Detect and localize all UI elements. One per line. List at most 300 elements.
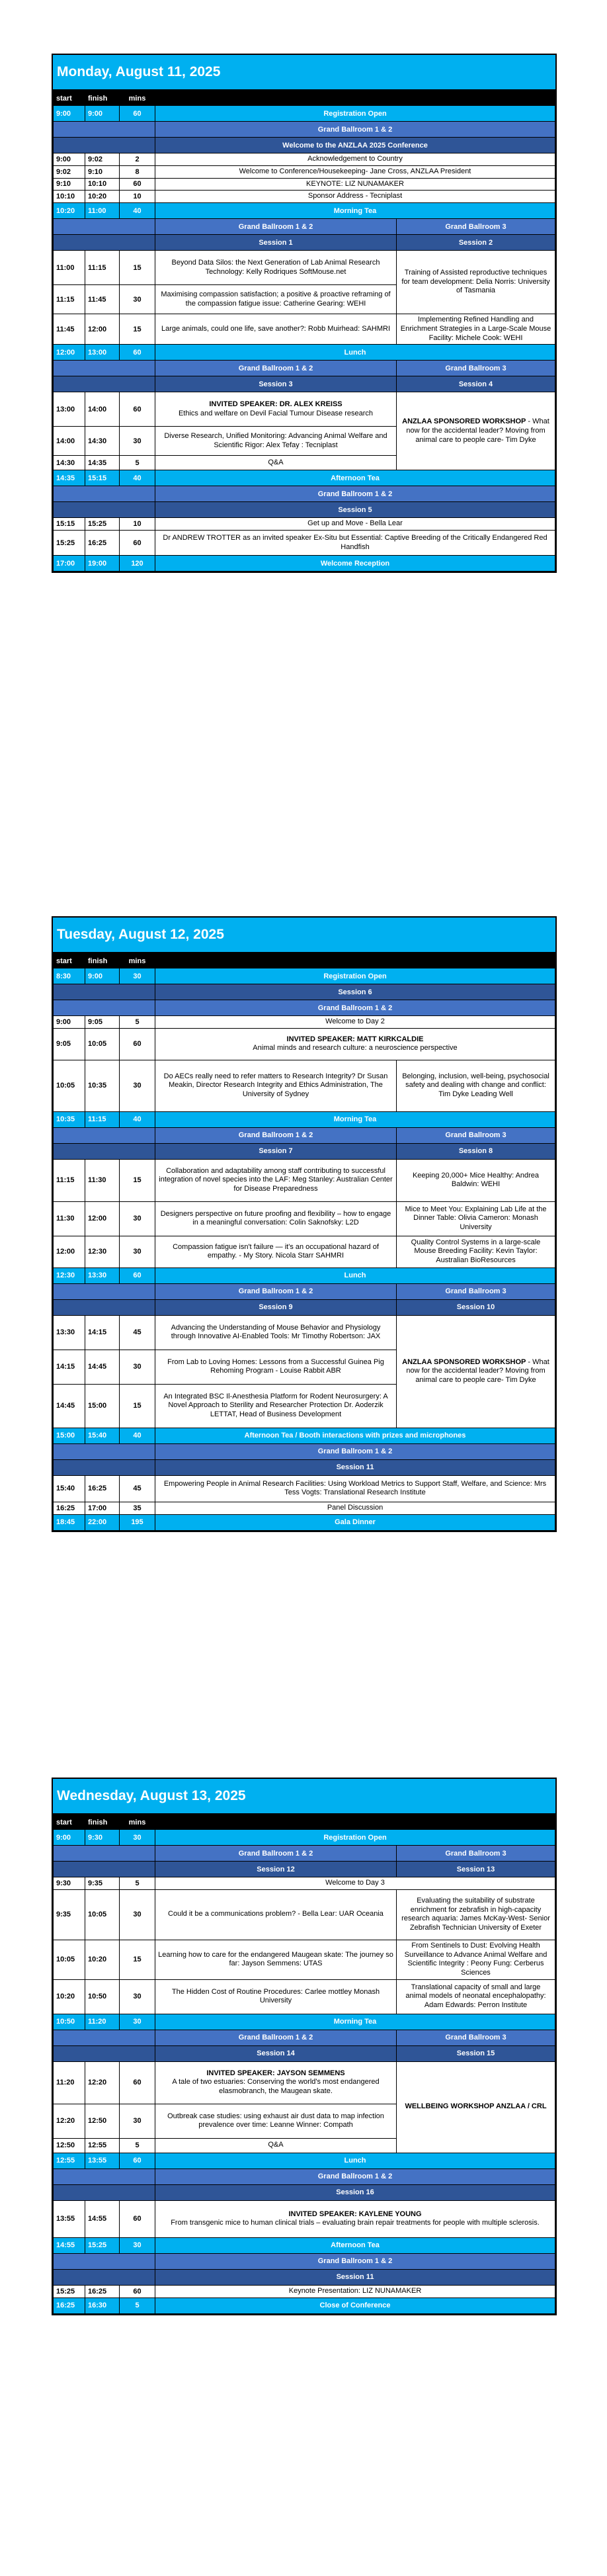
duration-mins: 40 bbox=[120, 1111, 155, 1127]
duration-mins: 30 bbox=[120, 427, 155, 456]
program-item bbox=[397, 392, 555, 470]
start-time: 9:35 bbox=[54, 1889, 85, 1940]
finish-time: 9:35 bbox=[85, 1877, 120, 1890]
session-spacer bbox=[54, 2184, 155, 2200]
finish-time: 13:55 bbox=[85, 2153, 120, 2168]
room-spacer bbox=[54, 1443, 155, 1459]
break-label: Lunch bbox=[155, 2153, 555, 2168]
duration-mins: 5 bbox=[120, 456, 155, 470]
workshop-title: ANZLAA SPONSORED WORKSHOP bbox=[402, 417, 526, 426]
split-row bbox=[54, 1940, 555, 1979]
full-row bbox=[54, 1877, 555, 1890]
start-time: 15:40 bbox=[54, 1475, 85, 1502]
break-row bbox=[54, 470, 555, 486]
program-item: Welcome to Conference/Housekeeping- Jane Cross, ANZLAA President bbox=[155, 165, 555, 178]
room-label: Grand Ballroom 1 & 2 bbox=[155, 361, 397, 376]
duration-mins: 15 bbox=[120, 251, 155, 285]
program-item: Keynote Presentation: LIZ NUNAMAKER bbox=[155, 2285, 555, 2297]
start-time: 15:15 bbox=[54, 518, 85, 531]
break-label: Afternoon Tea / Booth interactions with prizes and microphones bbox=[155, 1428, 555, 1443]
session-row bbox=[54, 1459, 555, 1475]
duration-mins: 45 bbox=[120, 1315, 155, 1350]
room-label: Grand Ballroom 1 & 2 bbox=[155, 2030, 397, 2045]
session-row bbox=[54, 2269, 555, 2285]
session-label: Session 10 bbox=[397, 1299, 555, 1315]
start-time: 10:05 bbox=[54, 1940, 85, 1979]
session-label: Session 6 bbox=[155, 984, 555, 1000]
start-time: 15:25 bbox=[54, 531, 85, 556]
break-row bbox=[54, 203, 555, 219]
break-row bbox=[54, 1111, 555, 1127]
start-time: 15:00 bbox=[54, 1428, 85, 1443]
speaker-title: INVITED SPEAKER: JAYSON SEMMENS bbox=[206, 2069, 345, 2077]
day-wednesday bbox=[52, 1778, 557, 2315]
duration-mins: 15 bbox=[120, 1940, 155, 1979]
start-time: 10:20 bbox=[54, 1979, 85, 2014]
start-time: 16:25 bbox=[54, 2297, 85, 2313]
room-label: Grand Ballroom 1 & 2 bbox=[155, 486, 555, 502]
break-row bbox=[54, 1428, 555, 1443]
schedule-table bbox=[53, 1815, 555, 2314]
finish-time: 16:25 bbox=[85, 2285, 120, 2297]
session-row bbox=[54, 138, 555, 153]
program-item: Mice to Meet You: Explaining Lab Life at the Dinner Table: Olivia Cameron: Monash University bbox=[397, 1201, 555, 1236]
finish-time: 14:15 bbox=[85, 1315, 120, 1350]
finish-time: 12:30 bbox=[85, 1236, 120, 1267]
finish-time: 12:55 bbox=[85, 2138, 120, 2153]
start-time: 13:30 bbox=[54, 1315, 85, 1350]
finish-time: 13:00 bbox=[85, 345, 120, 361]
break-label: Lunch bbox=[155, 345, 555, 361]
finish-time: 14:45 bbox=[85, 1350, 120, 1384]
duration-mins: 60 bbox=[120, 531, 155, 556]
program-item: Large animals, could one life, save another?: Robb Muirhead: SAHMRI bbox=[155, 314, 397, 345]
start-time: 9:30 bbox=[54, 1877, 85, 1890]
start-time: 14:55 bbox=[54, 2237, 85, 2253]
workshop-description: - What now for the accidental leader? Moving from animal care to people care- Tim Dyke bbox=[406, 417, 549, 444]
session-spacer bbox=[54, 1299, 155, 1315]
schedule-table bbox=[53, 953, 555, 1531]
room-spacer bbox=[54, 486, 155, 502]
split-row bbox=[54, 1201, 555, 1236]
break-row bbox=[54, 2153, 555, 2168]
column-header-row bbox=[54, 91, 555, 106]
program-item: Collaboration and adaptability among staff contributing to successful integration of novel species into the LAF: Meg Stanley: Australian Center for Disease Preparedness bbox=[155, 1159, 397, 1201]
program-item: Maximising compassion satisfaction; a positive & proactive reframing of the compassion fatigue issue: Catherine Gearing: WEHI bbox=[155, 285, 397, 314]
session-spacer bbox=[54, 1143, 155, 1159]
workshop-title: WELLBEING WORKSHOP ANZLAA / CRL bbox=[405, 2102, 547, 2111]
room-row bbox=[54, 2253, 555, 2269]
start-time: 10:10 bbox=[54, 191, 85, 203]
full-row bbox=[54, 1475, 555, 1502]
column-header-finish: finish bbox=[85, 1815, 120, 1830]
day-title: Wednesday, August 13, 2025 bbox=[53, 1779, 555, 1815]
break-row bbox=[54, 1514, 555, 1530]
full-row bbox=[54, 165, 555, 178]
break-label: Welcome Reception bbox=[155, 556, 555, 572]
start-time: 9:00 bbox=[54, 1016, 85, 1029]
duration-mins: 15 bbox=[120, 1159, 155, 1201]
session-spacer bbox=[54, 138, 155, 153]
start-time: 12:50 bbox=[54, 2138, 85, 2153]
split-row bbox=[54, 1060, 555, 1111]
session-label: Session 1 bbox=[155, 235, 397, 251]
split-row bbox=[54, 1315, 555, 1350]
break-row bbox=[54, 968, 555, 984]
speaker-title: INVITED SPEAKER: DR. ALEX KREISS bbox=[209, 400, 343, 408]
column-header-finish: finish bbox=[85, 91, 120, 106]
start-time: 10:50 bbox=[54, 2014, 85, 2030]
duration-mins: 5 bbox=[120, 1016, 155, 1029]
program-item: Keeping 20,000+ Mice Healthy: Andrea Baldwin: WEHI bbox=[397, 1159, 555, 1201]
program-item: Get up and Move - Bella Lear bbox=[155, 518, 555, 531]
column-header-row bbox=[54, 954, 555, 968]
program-item: Quality Control Systems in a large-scale Mouse Breeding Facility: Kevin Taylor: Australian BioResources bbox=[397, 1236, 555, 1267]
finish-time: 12:00 bbox=[85, 314, 120, 345]
room-row bbox=[54, 2030, 555, 2045]
program-item: Implementing Refined Handling and Enrichment Strategies in a Large-Scale Mouse Facility: Michele Cook: WEHI bbox=[397, 314, 555, 345]
duration-mins: 30 bbox=[120, 1060, 155, 1111]
full-row bbox=[54, 191, 555, 203]
column-header-mins: mins bbox=[120, 91, 155, 106]
duration-mins: 30 bbox=[120, 968, 155, 984]
finish-time: 11:20 bbox=[85, 2014, 120, 2030]
program-item bbox=[155, 2061, 397, 2104]
room-spacer bbox=[54, 122, 155, 138]
finish-time: 16:30 bbox=[85, 2297, 120, 2313]
program-item: Empowering People in Animal Research Facilities: Using Workload Metrics to Support Staff, Welfare, and Science: Mrs Tess Vogts: Translational Research Institute bbox=[155, 1475, 555, 1502]
talk-title: From transgenic mice to human clinical trials – evaluating brain repair treatments for people with multiple sclerosis. bbox=[171, 2219, 540, 2227]
finish-time: 11:30 bbox=[85, 1159, 120, 1201]
break-label: Lunch bbox=[155, 1267, 555, 1283]
program-item: Welcome to Day 2 bbox=[155, 1016, 555, 1029]
session-row bbox=[54, 1299, 555, 1315]
room-spacer bbox=[54, 1283, 155, 1299]
room-label: Grand Ballroom 1 & 2 bbox=[155, 1443, 555, 1459]
break-row bbox=[54, 556, 555, 572]
session-spacer bbox=[54, 502, 155, 518]
start-time: 14:35 bbox=[54, 470, 85, 486]
column-header-spacer bbox=[155, 954, 555, 968]
finish-time: 15:00 bbox=[85, 1384, 120, 1428]
start-time: 14:45 bbox=[54, 1384, 85, 1428]
session-label: Session 5 bbox=[155, 502, 555, 518]
finish-time: 9:02 bbox=[85, 153, 120, 166]
finish-time: 16:25 bbox=[85, 531, 120, 556]
duration-mins: 40 bbox=[120, 203, 155, 219]
break-label: Gala Dinner bbox=[155, 1514, 555, 1530]
program-item: Could it be a communications problem? - Bella Lear: UAR Oceania bbox=[155, 1889, 397, 1940]
duration-mins: 2 bbox=[120, 153, 155, 166]
start-time: 18:45 bbox=[54, 1514, 85, 1530]
finish-time: 15:15 bbox=[85, 470, 120, 486]
room-label: Grand Ballroom 1 & 2 bbox=[155, 122, 555, 138]
session-label: Session 3 bbox=[155, 376, 397, 392]
session-label: Session 9 bbox=[155, 1299, 397, 1315]
column-header-start: start bbox=[54, 1815, 85, 1830]
room-label: Grand Ballroom 1 & 2 bbox=[155, 219, 397, 235]
column-header-start: start bbox=[54, 954, 85, 968]
day-monday bbox=[52, 54, 557, 573]
session-label: Session 15 bbox=[397, 2045, 555, 2061]
column-header-spacer bbox=[155, 1815, 555, 1830]
session-label: Session 16 bbox=[155, 2184, 555, 2200]
duration-mins: 8 bbox=[120, 165, 155, 178]
session-row bbox=[54, 2045, 555, 2061]
break-row bbox=[54, 1267, 555, 1283]
session-label: Session 13 bbox=[397, 1862, 555, 1877]
session-label: Session 11 bbox=[155, 2269, 555, 2285]
duration-mins: 45 bbox=[120, 1475, 155, 1502]
duration-mins: 60 bbox=[120, 392, 155, 427]
workshop-title: ANZLAA SPONSORED WORKSHOP bbox=[402, 1357, 526, 1366]
session-spacer bbox=[54, 2269, 155, 2285]
split-row bbox=[54, 1236, 555, 1267]
finish-time: 15:40 bbox=[85, 1428, 120, 1443]
break-label: Registration Open bbox=[155, 968, 555, 984]
split-row bbox=[54, 1889, 555, 1940]
talk-title: A tale of two estuaries: Conserving the world's most endangered elasmobranch, the Maugean skate. bbox=[172, 2078, 380, 2096]
duration-mins: 30 bbox=[120, 2237, 155, 2253]
duration-mins: 60 bbox=[120, 345, 155, 361]
session-spacer bbox=[54, 235, 155, 251]
program-item: Panel Discussion bbox=[155, 1502, 555, 1514]
finish-time: 9:05 bbox=[85, 1016, 120, 1029]
room-label: Grand Ballroom 3 bbox=[397, 1846, 555, 1862]
finish-time: 11:15 bbox=[85, 1111, 120, 1127]
break-row bbox=[54, 2237, 555, 2253]
finish-time: 10:50 bbox=[85, 1979, 120, 2014]
duration-mins: 15 bbox=[120, 1384, 155, 1428]
duration-mins: 30 bbox=[120, 1201, 155, 1236]
program-item: Advancing the Understanding of Mouse Behavior and Physiology through Innovative AI-Enabled Tools: Mr Timothy Robertson: JAX bbox=[155, 1315, 397, 1350]
talk-title: Ethics and welfare on Devil Facial Tumour Disease research bbox=[178, 409, 374, 417]
duration-mins: 40 bbox=[120, 470, 155, 486]
full-row bbox=[54, 1028, 555, 1060]
duration-mins: 60 bbox=[120, 2285, 155, 2297]
duration-mins: 30 bbox=[120, 2104, 155, 2138]
start-time: 9:00 bbox=[54, 153, 85, 166]
day-title: Tuesday, August 12, 2025 bbox=[53, 918, 555, 953]
start-time: 12:20 bbox=[54, 2104, 85, 2138]
start-time: 10:05 bbox=[54, 1060, 85, 1111]
program-item: Beyond Data Silos: the Next Generation of Lab Animal Research Technology: Kelly Rodriques SoftMouse.net bbox=[155, 251, 397, 285]
finish-time: 12:00 bbox=[85, 1201, 120, 1236]
session-spacer bbox=[54, 2045, 155, 2061]
room-row bbox=[54, 2168, 555, 2184]
program-item: Diverse Research, Unified Monitoring: Advancing Animal Welfare and Scientific Rigor: Alex Tefay : Tecniplast bbox=[155, 427, 397, 456]
room-row bbox=[54, 486, 555, 502]
finish-time: 16:25 bbox=[85, 1475, 120, 1502]
column-header-mins: mins bbox=[120, 1815, 155, 1830]
room-label: Grand Ballroom 3 bbox=[397, 219, 555, 235]
start-time: 11:20 bbox=[54, 2061, 85, 2104]
program-item: From Lab to Loving Homes: Lessons from a Successful Guinea Pig Rehoming Program - Louise Rabbit ABR bbox=[155, 1350, 397, 1384]
room-spacer bbox=[54, 1846, 155, 1862]
start-time: 12:30 bbox=[54, 1267, 85, 1283]
start-time: 14:30 bbox=[54, 456, 85, 470]
program-item: Designers perspective on future proofing and flexibility – how to engage in a meaningful conversation: Colin Saknofsky: L2D bbox=[155, 1201, 397, 1236]
split-row bbox=[54, 314, 555, 345]
split-row bbox=[54, 251, 555, 285]
duration-mins: 60 bbox=[120, 1028, 155, 1060]
duration-mins: 30 bbox=[120, 1830, 155, 1846]
start-time: 12:55 bbox=[54, 2153, 85, 2168]
start-time: 10:35 bbox=[54, 1111, 85, 1127]
finish-time: 11:15 bbox=[85, 251, 120, 285]
room-spacer bbox=[54, 2030, 155, 2045]
session-row bbox=[54, 2184, 555, 2200]
column-header-spacer bbox=[155, 91, 555, 106]
start-time: 11:00 bbox=[54, 251, 85, 285]
finish-time: 15:25 bbox=[85, 2237, 120, 2253]
room-row bbox=[54, 1846, 555, 1862]
start-time: 17:00 bbox=[54, 556, 85, 572]
finish-time: 14:35 bbox=[85, 456, 120, 470]
program-item: The Hidden Cost of Routine Procedures: Carlee mottley Monash University bbox=[155, 1979, 397, 2014]
start-time: 15:25 bbox=[54, 2285, 85, 2297]
session-label: Session 12 bbox=[155, 1862, 397, 1877]
room-row bbox=[54, 1127, 555, 1143]
break-label: Morning Tea bbox=[155, 203, 555, 219]
finish-time: 22:00 bbox=[85, 1514, 120, 1530]
duration-mins: 5 bbox=[120, 2297, 155, 2313]
finish-time: 12:50 bbox=[85, 2104, 120, 2138]
duration-mins: 30 bbox=[120, 285, 155, 314]
program-item bbox=[155, 2200, 555, 2237]
duration-mins: 30 bbox=[120, 1979, 155, 2014]
finish-time: 14:30 bbox=[85, 427, 120, 456]
program-item: Belonging, inclusion, well-being, psychosocial safety and dealing with change and conflict: Tim Dyke Leading Well bbox=[397, 1060, 555, 1111]
split-row bbox=[54, 1979, 555, 2014]
duration-mins: 60 bbox=[120, 106, 155, 122]
break-label: Morning Tea bbox=[155, 1111, 555, 1127]
break-label: Close of Conference bbox=[155, 2297, 555, 2313]
split-row bbox=[54, 1159, 555, 1201]
duration-mins: 30 bbox=[120, 2014, 155, 2030]
start-time: 9:05 bbox=[54, 1028, 85, 1060]
duration-mins: 30 bbox=[120, 1350, 155, 1384]
session-row bbox=[54, 376, 555, 392]
finish-time: 19:00 bbox=[85, 556, 120, 572]
break-row bbox=[54, 2297, 555, 2313]
duration-mins: 195 bbox=[120, 1514, 155, 1530]
start-time: 11:45 bbox=[54, 314, 85, 345]
session-row bbox=[54, 502, 555, 518]
duration-mins: 10 bbox=[120, 191, 155, 203]
break-row bbox=[54, 1830, 555, 1846]
program-item: Translational capacity of small and large animal models of neonatal encephalopathy: Adam Edwards: Perron Institute bbox=[397, 1979, 555, 2014]
start-time: 10:20 bbox=[54, 203, 85, 219]
program-item bbox=[397, 2061, 555, 2153]
room-label: Grand Ballroom 3 bbox=[397, 361, 555, 376]
program-item: Compassion fatigue isn't failure — it's an occupational hazard of empathy. - My Story. Nicola Starr SAHMRI bbox=[155, 1236, 397, 1267]
session-row bbox=[54, 1862, 555, 1877]
session-label: Welcome to the ANZLAA 2025 Conference bbox=[155, 138, 555, 153]
finish-time: 17:00 bbox=[85, 1502, 120, 1514]
finish-time: 9:00 bbox=[85, 106, 120, 122]
session-spacer bbox=[54, 1459, 155, 1475]
program-item: An Integrated BSC Il-Anesthesia Platform for Rodent Neurosurgery: A Novel Approach to Sterility and Researcher Protection Dr. Aoderzik LETTAT, Head of Business Development bbox=[155, 1384, 397, 1428]
start-time: 13:00 bbox=[54, 392, 85, 427]
program-item: Do AECs really need to refer matters to Research Integrity? Dr Susan Meakin, Director Research Integrity and Ethics Administration, The University of Sydney bbox=[155, 1060, 397, 1111]
break-row bbox=[54, 345, 555, 361]
break-row bbox=[54, 106, 555, 122]
start-time: 13:55 bbox=[54, 2200, 85, 2237]
finish-time: 15:25 bbox=[85, 518, 120, 531]
start-time: 11:30 bbox=[54, 1201, 85, 1236]
break-label: Afternoon Tea bbox=[155, 470, 555, 486]
duration-mins: 30 bbox=[120, 1236, 155, 1267]
program-item: Outbreak case studies: using exhaust air dust data to map infection prevalence over time: Leanne Winner: Compath bbox=[155, 2104, 397, 2138]
room-label: Grand Ballroom 1 & 2 bbox=[155, 2253, 555, 2269]
start-time: 9:02 bbox=[54, 165, 85, 178]
session-row bbox=[54, 235, 555, 251]
finish-time: 9:30 bbox=[85, 1830, 120, 1846]
session-row bbox=[54, 1143, 555, 1159]
session-label: Session 11 bbox=[155, 1459, 555, 1475]
start-time: 8:30 bbox=[54, 968, 85, 984]
program-item: Evaluating the suitability of substrate enrichment for zebrafish in high-capacity research aquaria: James McKay-West- Senior Zebrafish Technician University of Exeter bbox=[397, 1889, 555, 1940]
program-item bbox=[397, 1315, 555, 1428]
break-label: Afternoon Tea bbox=[155, 2237, 555, 2253]
finish-time: 10:35 bbox=[85, 1060, 120, 1111]
room-label: Grand Ballroom 1 & 2 bbox=[155, 1000, 555, 1016]
full-row bbox=[54, 531, 555, 556]
room-label: Grand Ballroom 1 & 2 bbox=[155, 1283, 397, 1299]
room-label: Grand Ballroom 3 bbox=[397, 1283, 555, 1299]
duration-mins: 35 bbox=[120, 1502, 155, 1514]
finish-time: 14:00 bbox=[85, 392, 120, 427]
session-label: Session 14 bbox=[155, 2045, 397, 2061]
break-label: Morning Tea bbox=[155, 2014, 555, 2030]
speaker-title: INVITED SPEAKER: MATT KIRKCALDIE bbox=[286, 1035, 424, 1043]
start-time: 14:15 bbox=[54, 1350, 85, 1384]
full-row bbox=[54, 2285, 555, 2297]
room-spacer bbox=[54, 2253, 155, 2269]
column-header-mins: mins bbox=[120, 954, 155, 968]
room-row bbox=[54, 1000, 555, 1016]
finish-time: 13:30 bbox=[85, 1267, 120, 1283]
program-item: From Sentinels to Dust: Evolving Health Surveillance to Advance Animal Welfare and Scientific Integrity : Peony Fung: Cerberus Sciences bbox=[397, 1940, 555, 1979]
finish-time: 11:45 bbox=[85, 285, 120, 314]
finish-time: 10:10 bbox=[85, 178, 120, 191]
program-item: Q&A bbox=[155, 456, 397, 470]
start-time: 9:00 bbox=[54, 1830, 85, 1846]
speaker-title: INVITED SPEAKER: KAYLENE YOUNG bbox=[288, 2210, 422, 2218]
room-spacer bbox=[54, 1127, 155, 1143]
program-item: Training of Assisted reproductive techniques for team development: Delia Norris: University of Tasmania bbox=[397, 251, 555, 314]
room-label: Grand Ballroom 1 & 2 bbox=[155, 1127, 397, 1143]
column-header-start: start bbox=[54, 91, 85, 106]
room-spacer bbox=[54, 2168, 155, 2184]
program-item: Dr ANDREW TROTTER as an invited speaker Ex-Situ but Essential: Captive Breeding of the Critically Endangered Red Handfish bbox=[155, 531, 555, 556]
room-row bbox=[54, 1283, 555, 1299]
program-item bbox=[155, 1028, 555, 1060]
room-spacer bbox=[54, 1000, 155, 1016]
duration-mins: 60 bbox=[120, 2153, 155, 2168]
room-row bbox=[54, 122, 555, 138]
session-label: Session 2 bbox=[397, 235, 555, 251]
break-row bbox=[54, 2014, 555, 2030]
session-label: Session 7 bbox=[155, 1143, 397, 1159]
room-row bbox=[54, 1443, 555, 1459]
program-item: KEYNOTE: LIZ NUNAMAKER bbox=[155, 178, 555, 191]
column-header-finish: finish bbox=[85, 954, 120, 968]
room-row bbox=[54, 361, 555, 376]
start-time: 12:00 bbox=[54, 1236, 85, 1267]
program-item: Welcome to Day 3 bbox=[155, 1877, 555, 1890]
